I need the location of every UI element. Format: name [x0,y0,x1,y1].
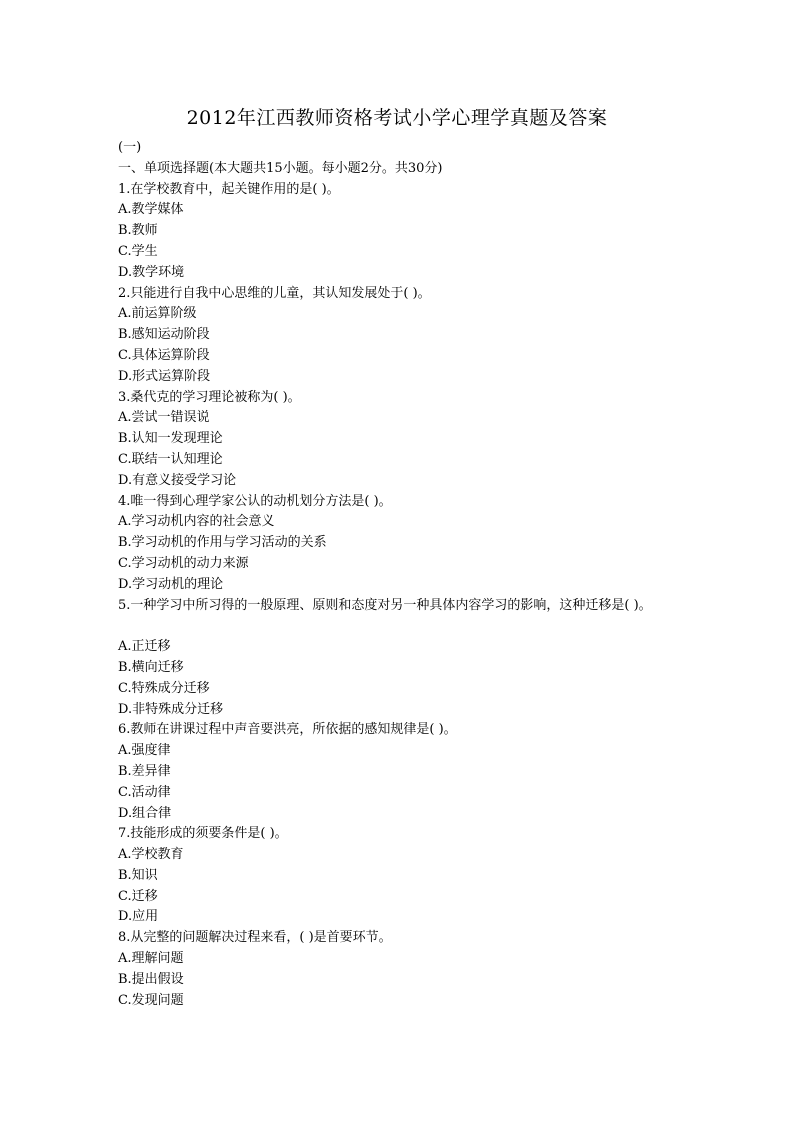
document-title: 2012年江西教师资格考试小学心理学真题及答案 [186,107,608,129]
question-6 [118,720,758,824]
option-b: B.知识 [118,867,158,883]
option-b: B.认知一发现理论 [118,431,223,447]
question-stem: 1.在学校教育中，起关键作用的是( )。 [118,181,340,197]
option-b: B.学习动机的作用与学习活动的关系 [118,535,327,551]
question-8 [118,928,758,1011]
option-a: A.正迁移 [118,639,171,655]
option-c: C.学习动机的动力来源 [118,555,249,571]
option-a: A.尝试一错误说 [118,410,210,426]
part-label: (一) [118,140,142,155]
question-stem: 4.唯一得到心理学家公认的动机划分方法是( )。 [118,493,392,509]
option-b: B.差异律 [118,763,171,779]
question-1 [118,180,758,284]
section-heading: 一、单项选择题(本大题共15小题。每小题2分。共30分) [118,160,443,176]
question-stem: 8.从完整的问题解决过程来看，( )是首要环节。 [118,930,392,946]
option-b: B.横向迁移 [118,659,184,675]
option-d: D.组合律 [118,805,172,821]
option-c: C.特殊成分迁移 [118,680,210,696]
option-d: D.非特殊成分迁移 [118,701,224,717]
option-b: B.提出假设 [118,971,184,987]
question-stem: 7.技能形成的须要条件是( )。 [118,826,288,842]
option-a: A.前运算阶级 [118,306,197,322]
option-d: D.有意义接受学习论 [118,472,237,488]
question-5 [118,596,758,721]
question-7 [118,824,758,928]
option-c: C.学生 [118,243,158,259]
question-stem: 5.一种学习中所习得的一般原理、原则和态度对另一种具体内容学习的影响，这种迁移是( )。 [118,597,652,613]
option-c: C.迁移 [118,888,158,904]
option-b: B.感知运动阶段 [118,327,210,343]
option-b: B.教师 [118,223,158,239]
option-c: C.具体运算阶段 [118,347,210,363]
document-body [118,138,758,1011]
question-stem: 3.桑代克的学习理论被称为( )。 [118,389,301,405]
question-4 [118,492,758,596]
option-d: D.应用 [118,909,159,925]
option-a: A.学习动机内容的社会意义 [118,514,275,530]
question-stem: 6.教师在讲课过程中声音要洪亮，所依据的感知规律是( )。 [118,722,457,738]
option-c: C.活动律 [118,784,171,800]
option-c: C.联结一认知理论 [118,451,223,467]
question-2 [118,284,758,388]
option-a: A.教学媒体 [118,202,184,218]
option-d: D.形式运算阶段 [118,368,211,384]
option-d: D.学习动机的理论 [118,576,224,592]
option-a: A.强度律 [118,743,171,759]
option-a: A.学校教育 [118,847,184,863]
question-3 [118,388,758,492]
question-stem: 2.只能进行自我中心思维的儿童，其认知发展处于( )。 [118,285,431,301]
option-c: C.发现问题 [118,992,184,1008]
option-a: A.理解问题 [118,951,184,967]
option-d: D.教学环境 [118,264,185,280]
